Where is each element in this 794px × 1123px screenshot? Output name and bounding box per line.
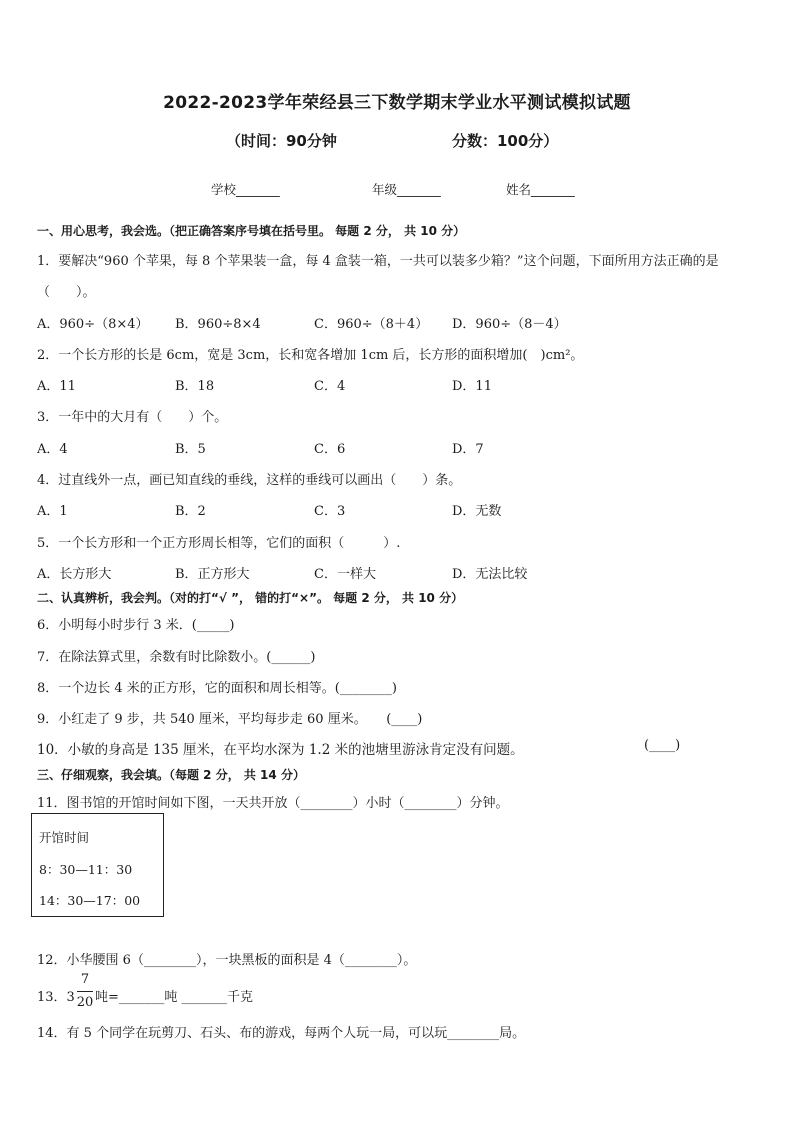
q3-option-a[interactable]: A．4 [37, 442, 68, 457]
q5-option-b[interactable]: B．正方形大 [175, 567, 250, 582]
name-field[interactable]: 姓名_______ [506, 182, 575, 197]
q2-option-d[interactable]: D．11 [452, 379, 492, 394]
school-field[interactable]: 学校_______ [211, 182, 280, 197]
q3-option-d[interactable]: D．7 [452, 442, 484, 457]
q1-option-c[interactable]: C．960÷（8＋4） [314, 317, 429, 332]
question-5: 5．一个长方形和一个正方形周长相等，它们的面积（ ）. [37, 536, 401, 551]
exam-score: 分数：100分） [452, 132, 559, 150]
q3-option-c[interactable]: C．6 [314, 442, 346, 457]
question-13-suffix: 吨=_______吨 _______千克 [95, 990, 254, 1005]
question-10-blank[interactable]: (____) [644, 738, 681, 753]
fraction-bar [77, 991, 93, 992]
question-1: 1．要解决“960 个苹果，每 8 个苹果装一盒，每 4 盒装一箱，一共可以装多少箱？”这个问题，下面所用方法正确的是 [37, 254, 719, 269]
exam-time: （时间：90分钟 [226, 132, 337, 150]
q4-option-c[interactable]: C．3 [314, 504, 346, 519]
question-13-prefix: 13．3 [37, 990, 75, 1005]
question-14: 14．有 5 个同学在玩剪刀、石头、布的游戏，每两个人玩一局，可以玩________局。 [37, 1026, 526, 1041]
question-11: 11．图书馆的开馆时间如下图，一天共开放（________）小时（________）分钟。 [37, 796, 509, 811]
q5-option-d[interactable]: D．无法比较 [452, 567, 528, 582]
question-9: 9．小红走了 9 步，共 540 厘米，平均每步走 60 厘米。 (____) [37, 712, 423, 727]
question-6: 6．小明每小时步行 3 米．(_____) [37, 618, 235, 633]
section-2-heading: 二、认真辨析，我会判。（对的打“√ ”， 错的打“×”。 每题 2 分， 共 10 分） [37, 591, 464, 605]
question-7: 7．在除法算式里，余数有时比除数小。(______) [37, 650, 316, 665]
q2-option-a[interactable]: A．11 [37, 379, 76, 394]
q4-option-a[interactable]: A．1 [37, 504, 68, 519]
q3-option-b[interactable]: B．5 [175, 442, 206, 457]
page-title: 2022-2023学年荣经县三下数学期末学业水平测试模拟试题 [163, 93, 631, 113]
opening-hours-afternoon: 14：30—17：00 [39, 893, 141, 908]
opening-hours-box [31, 813, 164, 917]
q4-option-b[interactable]: B．2 [175, 504, 206, 519]
section-3-heading: 三、仔细观察，我会填。（每题 2 分， 共 14 分） [37, 768, 305, 782]
q5-option-c[interactable]: C．一样大 [314, 567, 376, 582]
question-2: 2．一个长方形的长是 6cm，宽是 3cm，长和宽各增加 1cm 后，长方形的面积增加( )cm²。 [37, 348, 584, 363]
section-1-heading: 一、用心思考，我会选。（把正确答案序号填在括号里。 每题 2 分， 共 10 分） [37, 224, 466, 238]
question-8: 8．一个边长 4 米的正方形，它的面积和周长相等。(________) [37, 681, 397, 696]
q2-option-b[interactable]: B．18 [175, 379, 215, 394]
q1-option-b[interactable]: B．960÷8×4 [175, 317, 261, 332]
q1-option-d[interactable]: D．960÷（8－4） [452, 317, 567, 332]
opening-hours-morning: 8：30—11：30 [39, 862, 133, 877]
q5-option-a[interactable]: A．长方形大 [37, 567, 112, 582]
fraction-denominator: 20 [76, 995, 94, 1010]
opening-hours-title: 开馆时间 [39, 830, 90, 845]
q1-option-a[interactable]: A．960÷（8×4） [37, 317, 149, 332]
question-3: 3．一年中的大月有（ ）个。 [37, 410, 228, 425]
question-10: 10．小敏的身高是 135 厘米，在平均水深为 1.2 米的池塘里游泳肯定没有问题。 [37, 742, 524, 758]
fraction-numerator: 7 [80, 972, 90, 987]
q4-option-d[interactable]: D．无数 [452, 504, 502, 519]
question-1-cont: （ ）。 [37, 285, 96, 300]
question-12: 12．小华腰围 6（________），一块黑板的面积是 4（________）。 [37, 953, 417, 968]
grade-field[interactable]: 年级_______ [372, 182, 441, 197]
question-4: 4．过直线外一点，画已知直线的垂线，这样的垂线可以画出（ ）条。 [37, 473, 462, 488]
q2-option-c[interactable]: C．4 [314, 379, 346, 394]
